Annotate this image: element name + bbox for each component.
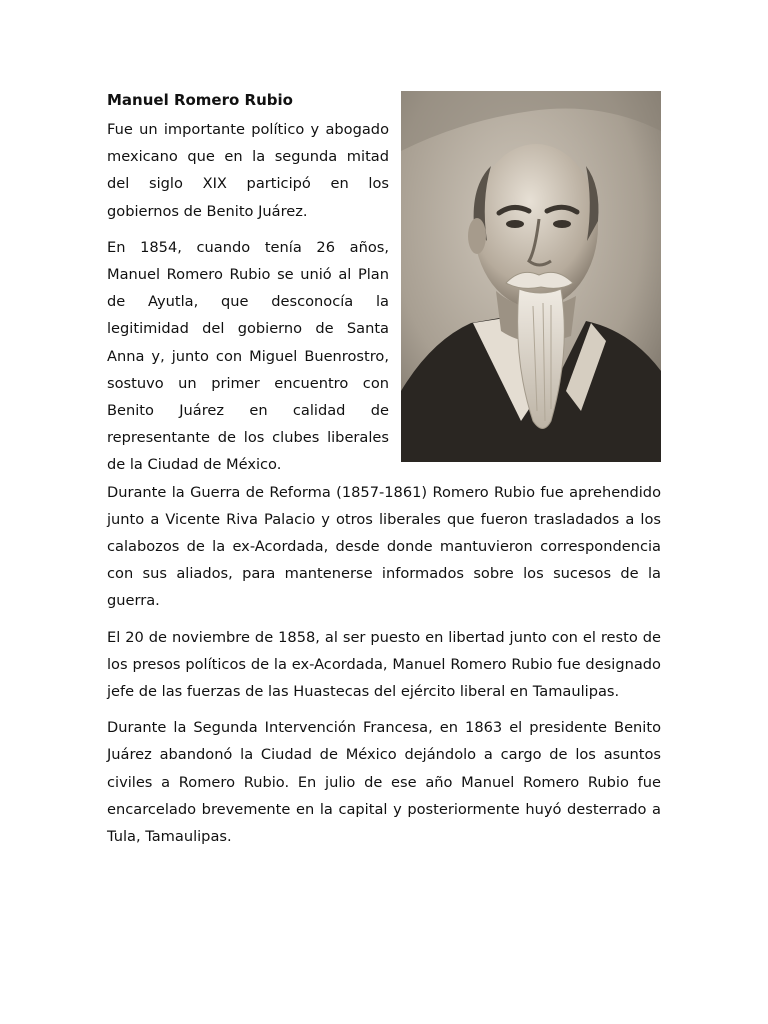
paragraph-1: Fue un importante político y abogado mexicano que en la segunda mitad del siglo XIX participó en los gobiernos de Benito Juárez. [107,121,389,220]
document-body [107,88,661,859]
paragraph-4: El 20 de noviembre de 1858, al ser puesto en libertad junto con el resto de los presos políticos de la ex-Acordada, Manuel Romero Rubio fue designado jefe de las fuerzas de las Huastecas del ejército liberal en Tamaulipas. [107,628,661,701]
paragraph-2: En 1854, cuando tenía 26 años, Manuel Romero Rubio se unió al Plan de Ayutla, que desconocía la legitimidad del gobierno de Santa Anna y, junto con Miguel Buenrostro, sostuvo un primer encuentro con Benito Juárez en calidad de representante de los clubes liberales de la Ciudad de México. [107,238,389,474]
portrait-image [401,91,661,462]
paragraph-5: Durante la Segunda Intervención Francesa, en 1863 el presidente Benito Juárez abandonó la Ciudad de México dejándolo a cargo de los asuntos civiles a Romero Rubio. En julio de ese año Manuel Romero Rubio fue encarcelado brevemente en la capital y posteriormente huyó desterrado a Tula, Tamaulipas. [107,719,661,846]
paragraph-3: Durante la Guerra de Reforma (1857-1861) Romero Rubio fue aprehendido junto a Vicente Riva Palacio y otros liberales que fueron trasladados a los calabozos de la ex-Acordada, desde donde mantuvieron correspondencia con sus aliados, para mantenerse informados sobre los sucesos de la guerra. [107,483,661,610]
document-title: Manuel Romero Rubio [107,91,293,109]
